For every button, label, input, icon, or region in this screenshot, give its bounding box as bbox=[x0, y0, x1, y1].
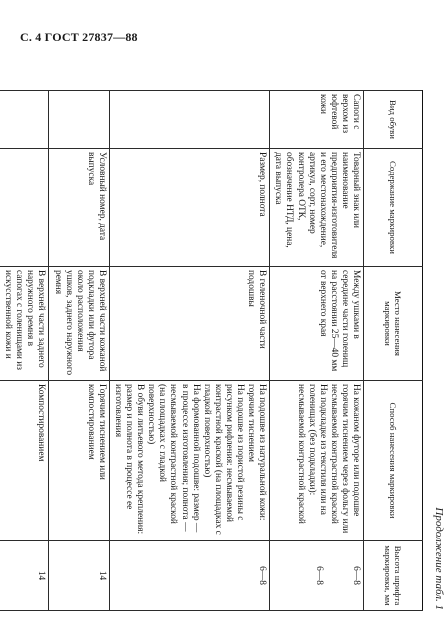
table-row bbox=[49, 91, 109, 611]
method-line: Горячим тиснением или компостированием bbox=[85, 384, 107, 480]
table-row bbox=[0, 91, 49, 611]
cell-type bbox=[109, 91, 269, 149]
method-line: На кожаном футоре или подошве горячим тиснением через фольгу или несмываемой контрастной краской bbox=[328, 384, 361, 534]
cell-content: Условный номер, дата выпуска bbox=[49, 149, 109, 267]
cell-place: Между ушками в середине части голенищ на расстоянии 25—40 мм от верхнего края bbox=[270, 267, 364, 381]
method-line: На формованной подошве: размер — в процессе изготовления; полнота — несмываемой контрастной краской (на площадках с гладкой поверхностью) bbox=[146, 384, 201, 533]
height-value: 6—8 bbox=[351, 566, 361, 585]
table-header-row bbox=[364, 91, 423, 611]
col-header-height: Высота шрифта маркировки, мм bbox=[364, 541, 423, 611]
table-continuation-caption: Продолжение табл. 1 bbox=[433, 507, 445, 610]
table-row bbox=[109, 91, 269, 611]
cell-content: Размер, полнота bbox=[109, 149, 269, 267]
method-line: На подкладке из текстиля или на голенищах (без подкладки): несмываемой контрастной краской bbox=[295, 384, 328, 524]
cell-height: 14 bbox=[0, 541, 49, 611]
cell-type bbox=[49, 91, 109, 149]
cell-method bbox=[270, 381, 364, 541]
cell-height: 14 bbox=[49, 541, 109, 611]
method-line: На подошве из натуральной кожи: горячим тиснением bbox=[246, 384, 268, 521]
cell-height bbox=[270, 541, 364, 611]
method-line: В обуви литьевого метода крепления: размер и полнота в процессе ее изготовления bbox=[113, 384, 146, 535]
cell-height: 6—8 bbox=[109, 541, 269, 611]
cell-place: В верхней части заднего наружного ремня в сапогах с голенищами из искусственной кожи и bbox=[0, 267, 49, 381]
cell-method bbox=[49, 381, 109, 541]
col-header-place: Место нанесения маркировки bbox=[364, 267, 423, 381]
cell-type bbox=[0, 91, 49, 149]
col-header-type: Вид обуви bbox=[364, 91, 423, 149]
cell-method bbox=[109, 381, 269, 541]
cell-content: Товарный знак или наименование предприятия-изготовителя и его местонахождение, артикул, сорт, номер контролера ОТК, обозначение НТД, цена, дата выпуска bbox=[270, 149, 364, 267]
cell-place: В верхней части кожаной подкладки или футора около расположения ушков, заднего наружного ремня bbox=[49, 267, 109, 381]
cell-type: Сапоги с верхом из юфтевой кожи bbox=[270, 91, 364, 149]
cell-method bbox=[0, 381, 49, 541]
page-header: С. 4 ГОСТ 27837—88 bbox=[20, 30, 138, 44]
height-value: 6—8 bbox=[313, 566, 324, 585]
col-header-method: Способ нанесения маркировки bbox=[364, 381, 423, 541]
cell-content bbox=[0, 149, 49, 267]
method-line: Компостированием bbox=[36, 384, 47, 462]
marking-table bbox=[0, 90, 423, 611]
method-line: На подошве из пористой резины с рисунком рифления: несмываемой контрастной краской (на площадках с гладкой поверхностью) bbox=[201, 384, 246, 535]
col-header-content: Содержание маркировки bbox=[364, 149, 423, 267]
table-row bbox=[270, 91, 364, 611]
rotated-table-block bbox=[3, 90, 445, 610]
cell-place: В геленочной части подошвы bbox=[109, 267, 269, 381]
